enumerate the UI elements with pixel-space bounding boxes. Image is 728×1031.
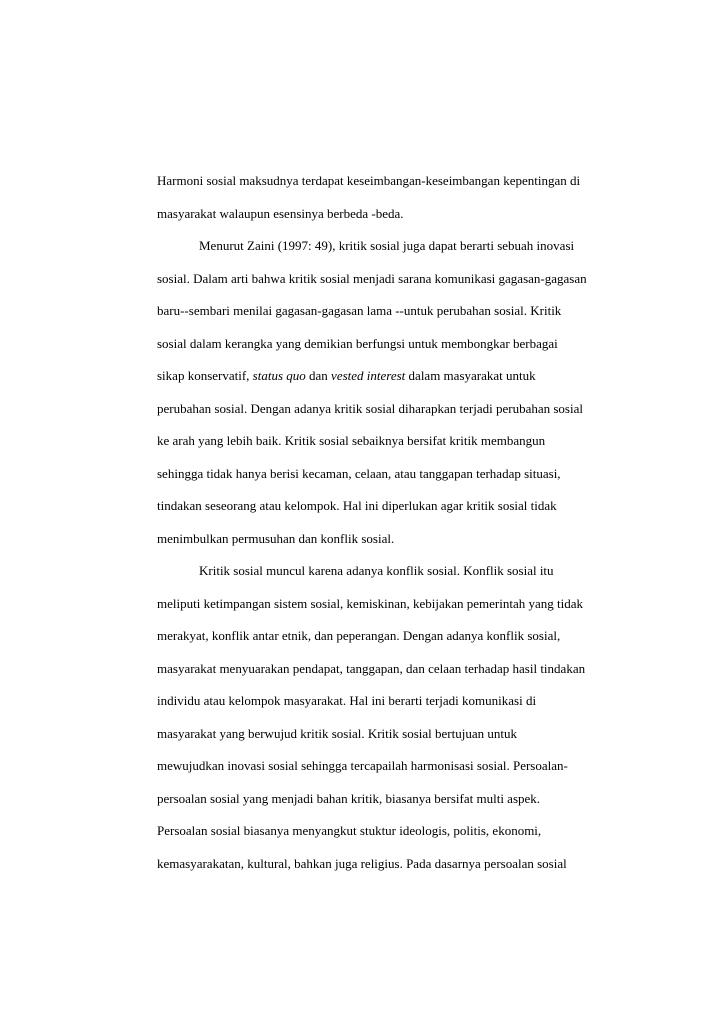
text-segment: sikap konservatif, [157,368,253,383]
text-line: kemasyarakatan, kultural, bahkan juga religius. Pada dasarnya persoalan sosial [157,855,567,871]
italic-term-status-quo: status quo [252,368,306,383]
paragraph-start-line: Menurut Zaini (1997: 49), kritik sosial juga dapat berarti sebuah inovasi [199,238,575,253]
text-line: Persoalan sosial biasanya menyangkut stuktur ideologis, politis, ekonomi, [157,823,542,838]
text-segment: dan [305,368,332,383]
text-line: sosial. Dalam arti bahwa kritik sosial menjadi sarana komunikasi gagasan-gagasan [157,270,587,286]
text-line: tindakan seseorang atau kelompok. Hal ini diperlukan agar kritik sosial tidak [157,498,557,513]
text-line: ke arah yang lebih baik. Kritik sosial sebaiknya bersifat kritik membangun [157,433,546,448]
text-line: menimbulkan permusuhan dan konflik sosial. [157,530,395,546]
text-line: meliputi ketimpangan sistem sosial, kemiskinan, kebijakan pemerintah yang tidak [157,595,584,611]
text-line: persoalan sosial yang menjadi bahan kritik, biasanya bersifat multi aspek. [157,790,541,806]
text-line: masyarakat walaupun esensinya berbeda -beda. [157,205,404,221]
body-text [157,165,597,880]
text-line: baru--sembari menilai gagasan-gagasan lama --untuk perubahan sosial. Kritik [157,303,562,318]
paragraph-start-line: Kritik sosial muncul karena adanya konflik sosial. Konflik sosial itu [199,563,554,578]
italic-term-vested-interest: vested interest [331,368,406,383]
text-line: masyarakat menyuarakan pendapat, tanggapan, dan celaan terhadap hasil tindakan [157,660,586,676]
text-segment: dalam masyarakat untuk [405,368,536,383]
text-line-with-italics [157,360,597,393]
text-line: Harmoni sosial maksudnya terdapat keseimbangan-keseimbangan kepentingan di [157,173,581,188]
text-line: mewujudkan inovasi sosial sehingga tercapailah harmonisasi sosial. Persoalan- [157,758,568,773]
text-line: sosial dalam kerangka yang demikian berfungsi untuk membongkar berbagai [157,335,558,351]
text-line: perubahan sosial. Dengan adanya kritik sosial diharapkan terjadi perubahan sosial [157,400,583,416]
text-line: individu atau kelompok masyarakat. Hal ini berarti terjadi komunikasi di [157,693,537,708]
text-line: merakyat, konflik antar etnik, dan peperangan. Dengan adanya konflik sosial, [157,628,561,643]
text-line: sehingga tidak hanya berisi kecaman, celaan, atau tanggapan terhadap situasi, [157,465,561,481]
text-line: masyarakat yang berwujud kritik sosial. Kritik sosial bertujuan untuk [157,725,517,741]
